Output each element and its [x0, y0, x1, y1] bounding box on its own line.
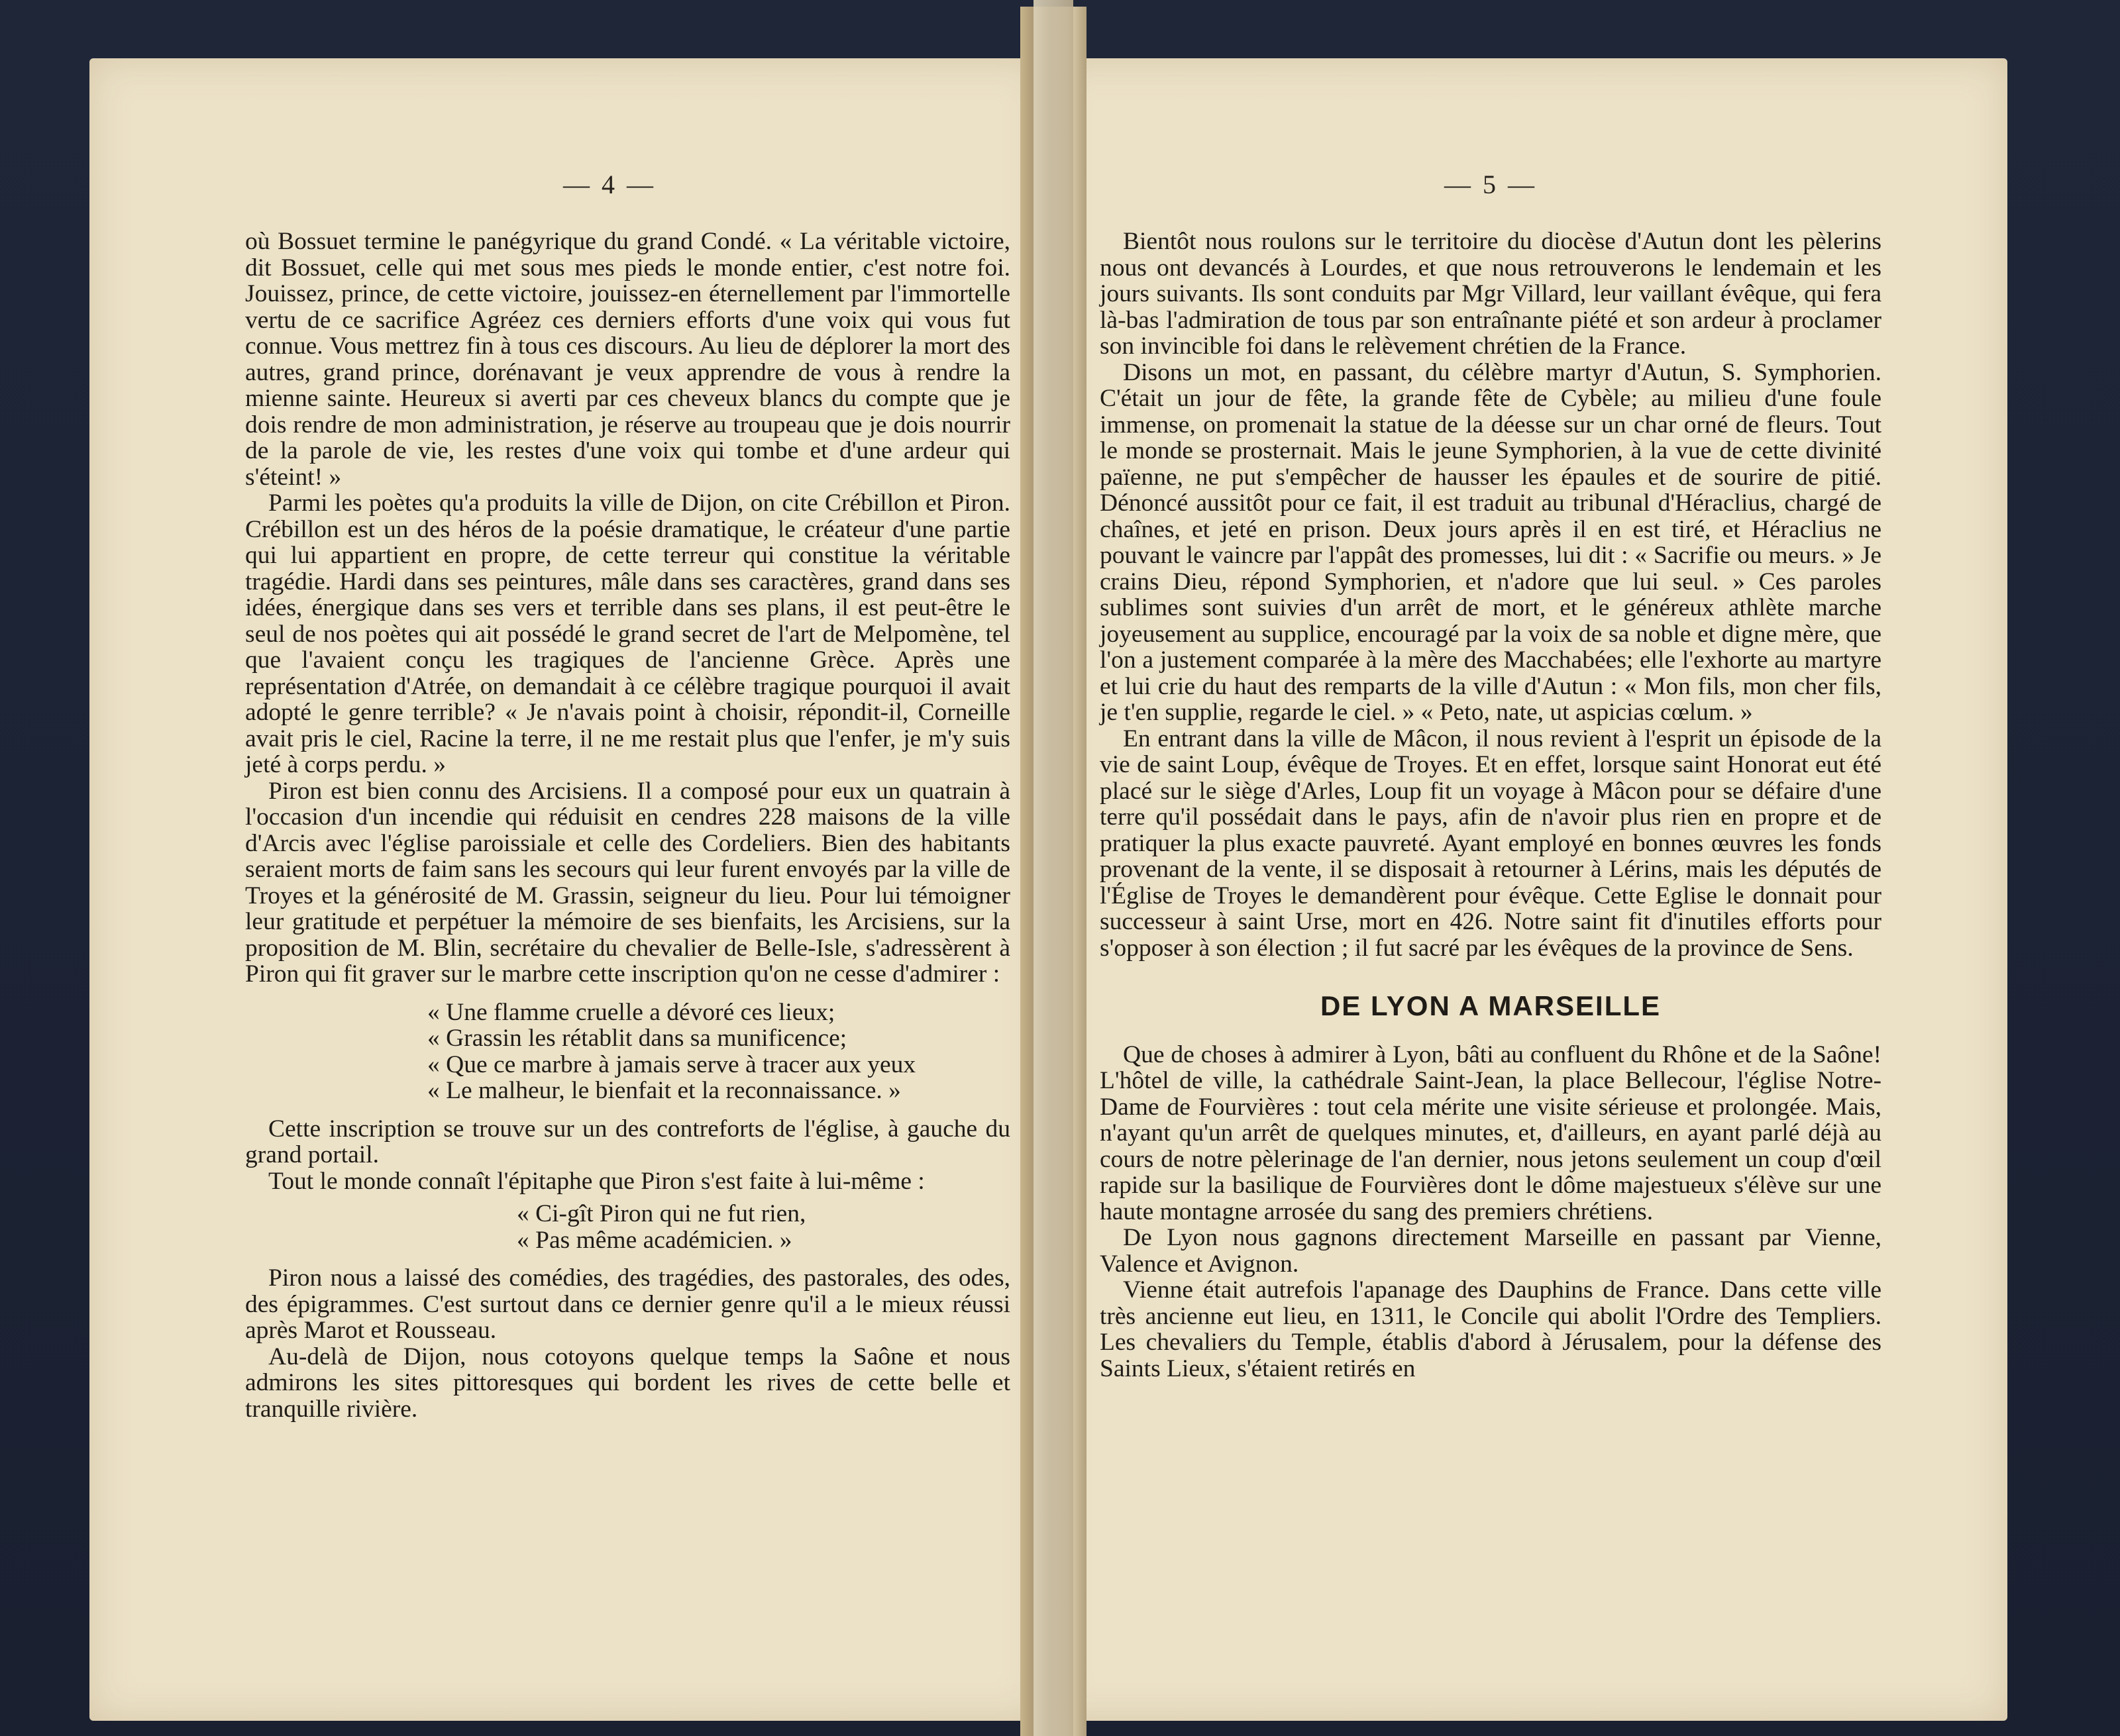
paragraph: Cette inscription se trouve sur un des contreforts de l'église, à gauche du grand portail.	[245, 1115, 1010, 1168]
paragraph: Que de choses à admirer à Lyon, bâti au confluent du Rhône et de la Saône! L'hôtel de ville, la cathédrale Saint-Jean, la place Bellecour, l'église Notre-Dame de Fourvières : tout cela mérite une visite sérieuse et prolongée. Mais, n'ayant qu'un arrêt de quelques minutes, et, d'ailleurs, en ayant parlé déjà au cours de notre pèlerinage de l'an dernier, nous jetons seulement un coup d'œil rapide sur la basilique de Fourvières dont le dôme majestueux s'élève sur une haute montagne arrosée du sang des premiers chrétiens.	[1100, 1041, 1882, 1225]
paragraph: De Lyon nous gagnons directement Marseille en passant par Vienne, Valence et Avignon.	[1100, 1224, 1882, 1278]
paragraph: En entrant dans la ville de Mâcon, il nous revient à l'esprit un épisode de la vie de saint Loup, évêque de Troyes. Et en effet, lorsque saint Honorat eut été placé sur le siège d'Arles, Loup fit un voyage à Mâcon pour se défaire d'une terre qu'il possédait dans le pays, afin de n'avoir plus rien en propre et de pratiquer la plus exacte pauvreté. Ayant employé en bonnes œuvres les fonds provenant de la vente, il se disposait à retourner à Lérins, mais les députés de l'Église de Troyes le demandèrent pour évêque. Cette Eglise le donnait pour successeur à saint Urse, mort en 426. Notre saint fit d'inutiles efforts pour s'opposer à son élection ; il fut sacré par les évêques de la province de Sens.	[1100, 725, 1882, 962]
verse-line: « Que ce marbre à jamais serve à tracer aux yeux	[427, 1050, 916, 1078]
paragraph: Vienne était autrefois l'apanage des Dauphins de France. Dans cette ville très ancienne eut lieu, en 1311, le Concile qui abolit l'Ordre des Templiers. Les chevaliers du Temple, établis d'abord à Jérusalem, pour la défense des Saints Lieux, s'étaient retirés en	[1100, 1276, 1882, 1382]
page-number-left: — 4 —	[563, 170, 656, 199]
verse-line: « Grassin les rétablit dans sa munificence;	[427, 1025, 847, 1052]
binding-tape	[1034, 0, 1073, 1736]
quatrain-verse	[427, 999, 1010, 1104]
epitaph-verse	[517, 1201, 1010, 1253]
right-column	[1100, 0, 1882, 1736]
paragraph: Au-delà de Dijon, nous cotoyons quelque temps la Saône et nous admirons les sites pittoresques qui bordent les rives de cette belle et tranquille rivière.	[245, 1343, 1010, 1423]
verse-line: « Ci-gît Piron qui ne fut rien,	[517, 1200, 806, 1227]
left-column	[245, 0, 1010, 1736]
paragraph: Tout le monde connaît l'épitaphe que Piron s'est faite à lui-même :	[268, 1167, 925, 1195]
page-number-right: — 5 —	[1444, 170, 1537, 199]
paragraph: Disons un mot, en passant, du célèbre martyr d'Autun, S. Symphorien. C'était un jour de fête, la grande fête de Cybèle; au milieu d'une foule immense, on promenait la statue de la déesse sur un char orné de fleurs. Tout le monde se prosternait. Mais le jeune Symphorien, à la vue de cette divinité païenne, ne put s'empêcher de hausser les épaules et de sourire de pitié. Dénoncé aussitôt pour ce fait, il est traduit au tribunal d'Héraclius, chargé de chaînes, et jeté en prison. Deux jours après il en est tiré, et Héraclius ne pouvant le vaincre par l'appât des promesses, lui dit : « Sacrifie ou meurs. » Je crains Dieu, répond Symphorien, et n'adore que lui seul. » Ces paroles sublimes sont suivies d'un arrêt de mort, et le généreux athlète marche joyeusement au supplice, encouragé par la voix de sa noble et digne mère, que l'on a justement comparée à la mère des Macchabées; elle l'exhorte au martyre et lui crie du haut des remparts de la ville d'Autun : « Mon fils, mon cher fils, je t'en supplie, regarde le ciel. » « Peto, nate, ut aspicias cœlum. »	[1100, 358, 1882, 726]
verse-line: « Le malheur, le bienfait et la reconnaissance. »	[427, 1077, 901, 1104]
paragraph: où Bossuet termine le panégyrique du grand Condé. « La véritable victoire, dit Bossuet, celle qui met sous mes pieds le monde entier, c'est notre foi. Jouissez, prince, de cette victoire, jouissez-en éternellement par l'immortelle vertu de ce sacrifice Agréez ces derniers efforts d'une voix qui vous fut connue. Vous mettrez fin à tous ces discours. Au lieu de déplorer la mort des autres, grand prince, dorénavant je veux apprendre de vous à rendre la mienne sainte. Heureux si averti par ces cheveux blancs du compte que je dois rendre de mon administration, je réserve au troupeau que je dois nourrir de la parole de vie, les restes d'une voix qui tombe et d'une ardeur qui s'éteint! »	[245, 228, 1010, 491]
section-heading: DE LYON A MARSEILLE	[1320, 990, 1662, 1021]
verse-line: « Une flamme cruelle a dévoré ces lieux;	[427, 998, 835, 1026]
paragraph: Piron est bien connu des Arcisiens. Il a composé pour eux un quatrain à l'occasion d'un incendie qui réduisit en cendres 228 maisons de la ville d'Arcis avec l'église paroissiale et celle des Cordeliers. Bien des habitants seraient morts de faim sans les secours qui leur furent envoyés par la ville de Troyes et la générosité de M. Grassin, seigneur du lieu. Pour lui témoigner leur gratitude et perpétuer la mémoire de ses bienfaits, les Arcisiens, sur la proposition de M. Blin, secrétaire du chevalier de Belle-Isle, s'adressèrent à Piron qui fit graver sur le marbre cette inscription qu'on ne cesse d'admirer :	[245, 777, 1010, 988]
verse-line: « Pas même académicien. »	[517, 1226, 792, 1254]
paragraph: Parmi les poètes qu'a produits la ville de Dijon, on cite Crébillon et Piron. Crébillon est un des héros de la poésie dramatique, le créateur d'une partie qui lui appartient en propre, de cette terreur qui constitue la véritable tragédie. Hardi dans ses peintures, mâle dans ses caractères, grand dans ses idées, énergique dans ses vers et terrible dans ses plans, il est peut-être le seul de nos poètes qui ait possédé le grand secret de l'art de Melpomène, tel que l'avaient conçu les tragiques de l'ancienne Grèce. Après une représentation d'Atrée, on demandait à ce célèbre tragique pourquoi il avait adopté le genre terrible? « Je n'avais point à choisir, répondit-il, Corneille avait pris le ciel, Racine la terre, il ne me restait plus que l'enfer, je m'y suis jeté à corps perdu. »	[245, 489, 1010, 778]
paragraph: Bientôt nous roulons sur le territoire du diocèse d'Autun dont les pèlerins nous ont devancés à Lourdes, et que nous retrouverons le lendemain et les jours suivants. Ils sont conduits par Mgr Villard, leur vaillant évêque, qui fera là-bas l'admiration de tous par son entraînante piété et son ardeur à proclamer son invincible foi dans le relèvement chrétien de la France.	[1100, 228, 1882, 360]
paragraph: Piron nous a laissé des comédies, des tragédies, des pastorales, des odes, des épigrammes. C'est surtout dans ce dernier genre qu'il a le mieux réussi après Marot et Rousseau.	[245, 1264, 1010, 1344]
